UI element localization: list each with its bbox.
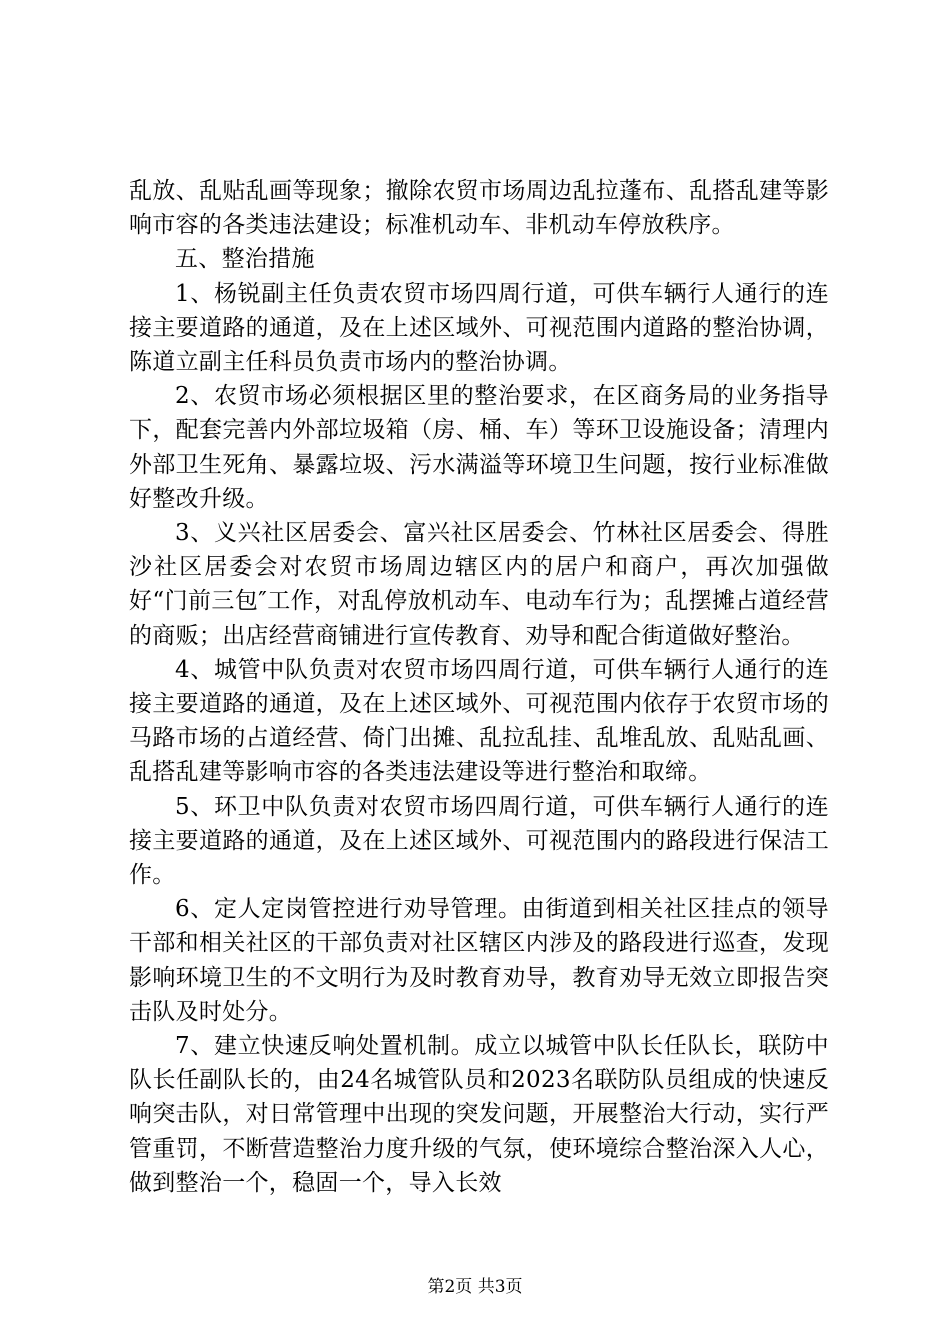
paragraph-item-3: 3、义兴社区居委会、富兴社区居委会、竹林社区居委会、得胜沙社区居委会对农贸市场周边辖区内的居户和商户，再次加强做好“门前三包″工作，对乱停放机动车、电动车行为；乱摆摊占道经营的商贩；出店经营商铺进行宣传教育、劝导和配合街道做好整治。 bbox=[129, 520, 829, 649]
paragraph-item-5: 5、环卫中队负责对农贸市场四周行道，可供车辆行人通行的连接主要道路的通道，及在上述区域外、可视范围内的路段进行保洁工作。 bbox=[129, 793, 829, 889]
paragraph-continuation: 乱放、乱贴乱画等现象；撤除农贸市场周边乱拉蓬布、乱搭乱建等影响市容的各类违法建设；标准机动车、非机动车停放秩序。 bbox=[129, 178, 829, 239]
paragraph-item-6: 6、定人定岗管控进行劝导管理。由街道到相关社区挂点的领导干部和相关社区的干部负责对社区辖区内涉及的路段进行巡查，发现影响环境卫生的不文明行为及时教育劝导，教育劝导无效立即报告突击队及时处分。 bbox=[129, 896, 829, 1025]
section-heading-measures: 五、整治措施 bbox=[175, 246, 315, 273]
paragraph-item-4: 4、城管中队负责对农贸市场四周行道，可供车辆行人通行的连接主要道路的通道，及在上述区域外、可视范围内依存于农贸市场的马路市场的占道经营、倚门出摊、乱拉乱挂、乱堆乱放、乱贴乱画、乱搭乱建等影响市容的各类违法建设等进行整治和取缔。 bbox=[129, 656, 829, 786]
document-body bbox=[129, 174, 829, 1200]
paragraph-item-1: 1、杨锐副主任负责农贸市场四周行道，可供车辆行人通行的连接主要道路的通道，及在上述区域外、可视范围内道路的整治协调，陈道立副主任科员负责市场内的整治协调。 bbox=[129, 280, 829, 376]
paragraph-item-7: 7、建立快速反响处置机制。成立以城管中队长任队长，联防中队长任副队长的，由24名城管队员和2023名联防队员组成的快速反响突击队，对日常管理中出现的突发问题，开展整治大行动，实行严管重罚，不断营造整治力度升级的气氛，使环境综合整治深入人心，做到整治一个，稳固一个，导入长效 bbox=[129, 1033, 829, 1196]
page-footer: 第2页 共3页 bbox=[427, 1277, 523, 1297]
paragraph-item-2: 2、农贸市场必须根据区里的整治要求，在区商务局的业务指导下，配套完善内外部垃圾箱（房、桶、车）等环卫设施设备；清理内外部卫生死角、暴露垃圾、污水满溢等环境卫生问题，按行业标准做好整改升级。 bbox=[129, 383, 829, 512]
